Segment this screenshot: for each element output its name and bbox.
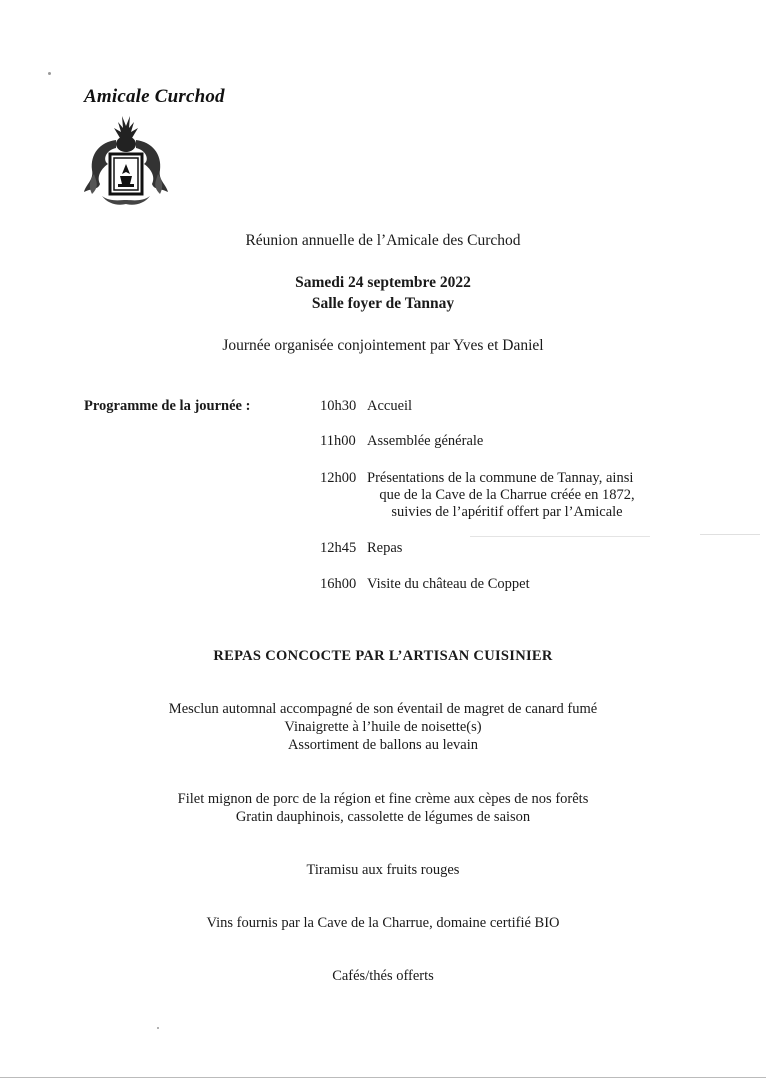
menu-line: Assortiment de ballons au levain <box>287 737 479 753</box>
menu-heading: REPAS CONCOCTE PAR L’ARTISAN CUISINIER <box>213 648 553 664</box>
scan-artifact-line <box>700 534 760 535</box>
scan-artifact-line <box>470 536 650 537</box>
menu-coffee: Cafés/thés offerts <box>332 968 434 984</box>
event-date: Samedi 24 septembre 2022 <box>295 274 471 291</box>
event-venue: Salle foyer de Tannay <box>311 295 455 312</box>
program-activity: Visite du château de Coppet <box>367 576 530 592</box>
scan-speck <box>157 1027 159 1029</box>
program-label: Programme de la journée : <box>84 398 251 414</box>
menu-line: Filet mignon de porc de la région et fine crème aux cèpes de nos forêts <box>177 791 589 807</box>
program-time: 11h00 <box>320 433 356 449</box>
coat-of-arms-icon <box>82 114 170 210</box>
menu-main <box>0 790 766 826</box>
event-organizers: Journée organisée conjointement par Yves et Daniel <box>222 337 544 354</box>
menu-dessert: Tiramisu aux fruits rouges <box>306 862 460 878</box>
menu-line: Vinaigrette à l’huile de noisette(s) <box>284 719 482 735</box>
program-activity: Accueil <box>367 398 413 414</box>
program-time: 12h00 <box>320 470 357 486</box>
scan-speck <box>48 72 51 75</box>
event-title: Réunion annuelle de l’Amicale des Curchod <box>245 232 521 249</box>
program-time: 16h00 <box>320 576 357 592</box>
program-activity: Présentations de la commune de Tannay, ainsi <box>367 470 634 486</box>
program-activity: que de la Cave de la Charrue créée en 1872, <box>379 487 635 503</box>
scan-edge-line <box>0 1077 766 1078</box>
menu-line: Gratin dauphinois, cassolette de légumes de saison <box>235 809 531 825</box>
program-activity: Assemblée générale <box>367 433 484 449</box>
program-activity: suivies de l’apéritif offert par l’Amicale <box>391 504 623 520</box>
menu-starter <box>0 700 766 754</box>
menu-line: Mesclun automnal accompagné de son éventail de magret de canard fumé <box>168 701 598 717</box>
program-activity: Repas <box>367 540 403 556</box>
program-time: 10h30 <box>320 398 357 414</box>
program-time: 12h45 <box>320 540 357 556</box>
menu-wine: Vins fournis par la Cave de la Charrue, domaine certifié BIO <box>206 915 560 931</box>
brand-name: Amicale Curchod <box>84 86 225 107</box>
